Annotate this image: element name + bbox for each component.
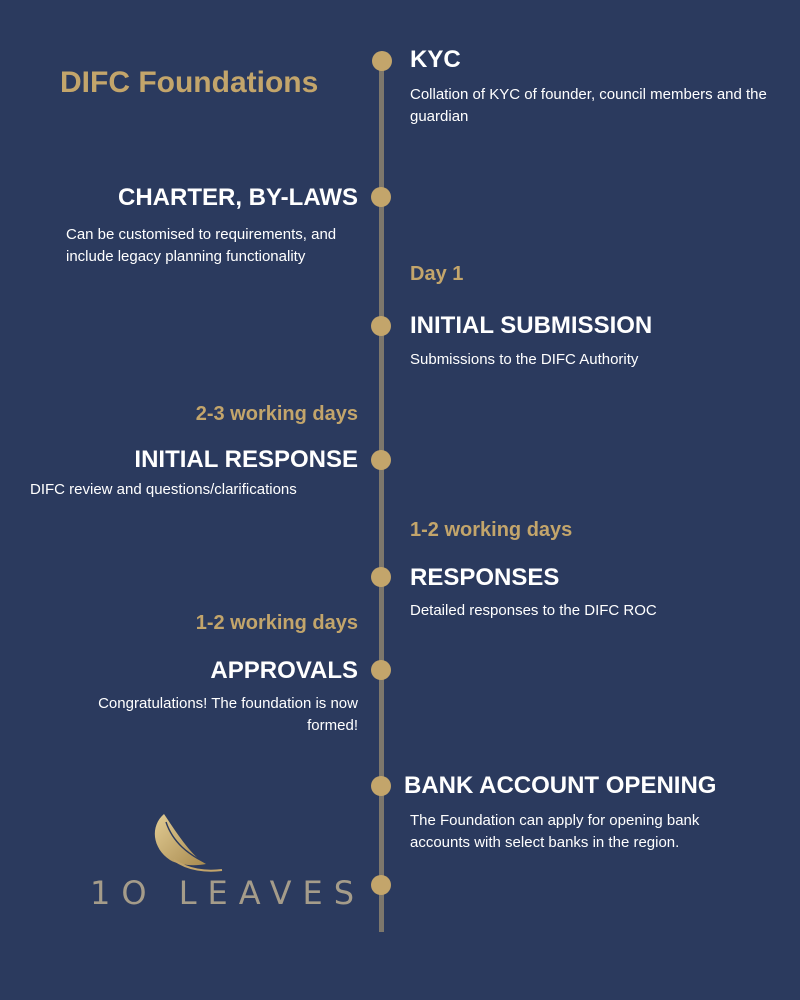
step-title-kyc: KYC	[410, 46, 461, 73]
step-desc-charter: Can be customised to requirements, and include legacy planning functionality	[66, 226, 337, 265]
step-title-initial-response: INITIAL RESPONSE	[134, 446, 358, 473]
duration-1-2-working-days-b: 1-2 working days	[195, 612, 358, 634]
timeline-dot-end	[371, 875, 391, 895]
duration-2-3-working-days: 2-3 working days	[195, 403, 358, 425]
duration-day-1: Day 1	[410, 263, 464, 285]
step-title-approvals: APPROVALS	[210, 657, 358, 684]
timeline-dot-charter	[371, 187, 391, 207]
timeline-dot-approvals	[371, 660, 391, 680]
timeline-dot-initial-submission	[371, 316, 391, 336]
step-desc-kyc: Collation of KYC of founder, council members and the guardian	[410, 86, 767, 125]
step-title-charter: CHARTER, BY-LAWS	[118, 184, 358, 211]
step-title-initial-submission: INITIAL SUBMISSION	[410, 312, 653, 339]
timeline-dot-initial-response	[371, 450, 391, 470]
timeline-dot-kyc	[372, 51, 392, 71]
step-desc-initial-submission: Submissions to the DIFC Authority	[410, 351, 639, 368]
timeline-dot-bank-account	[371, 776, 391, 796]
logo-text: 1O LEAVES	[90, 874, 366, 912]
duration-1-2-working-days-a: 1-2 working days	[410, 519, 573, 541]
step-desc-approvals: Congratulations! The foundation is now formed!	[98, 695, 358, 734]
step-desc-responses: Detailed responses to the DIFC ROC	[410, 602, 657, 619]
step-desc-bank-account-opening: The Foundation can apply for opening bank accounts with select banks in the region.	[410, 812, 700, 851]
step-title-responses: RESPONSES	[410, 564, 560, 591]
step-desc-initial-response: DIFC review and questions/clarifications	[30, 481, 297, 498]
timeline-dot-responses	[371, 567, 391, 587]
step-title-bank-account-opening: BANK ACCOUNT OPENING	[404, 772, 717, 799]
page-title: DIFC Foundations	[60, 66, 319, 99]
